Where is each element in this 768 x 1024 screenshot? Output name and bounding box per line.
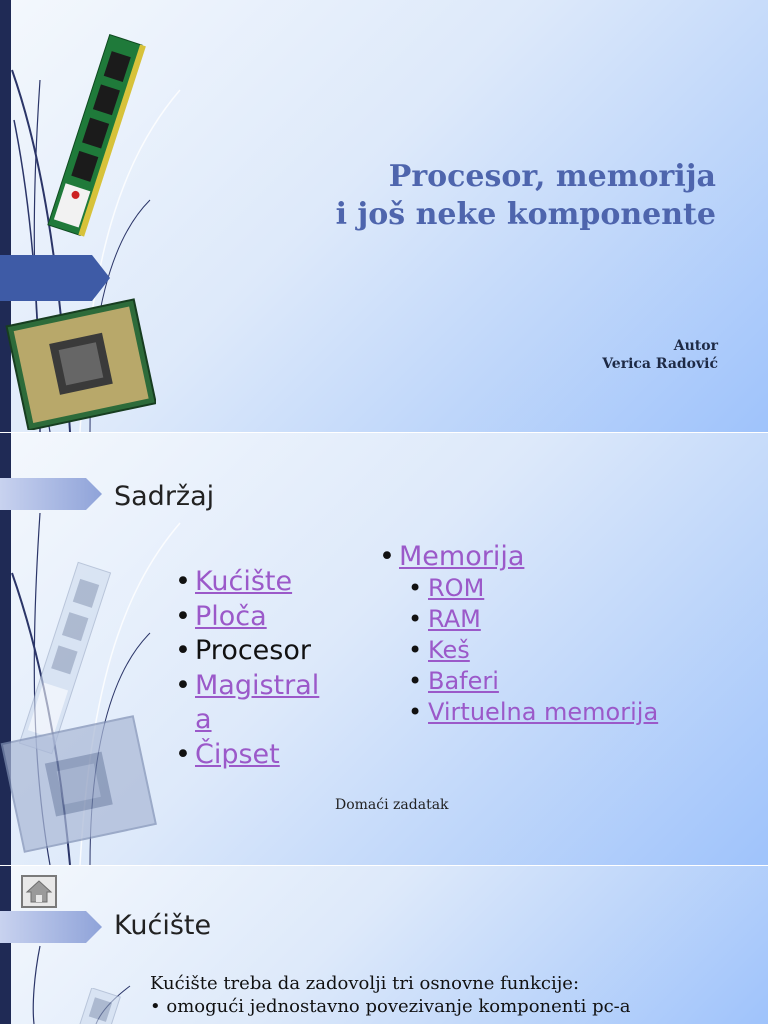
title-line-2: i još neke komponente (335, 197, 716, 232)
ram-module-image (72, 988, 132, 1024)
ram-module-image (30, 30, 160, 240)
section-arrow-tab (0, 478, 110, 510)
list-item[interactable]: • Čipset (175, 738, 280, 770)
home-icon (23, 877, 55, 906)
link-rom[interactable]: ROM (428, 574, 485, 602)
link-cipset[interactable]: Čipset (195, 738, 280, 770)
item-procesor: Procesor (195, 635, 311, 666)
list-item[interactable]: • Ploča (175, 600, 267, 632)
link-magistrala-cont[interactable]: a (195, 704, 212, 735)
contents-list-left (175, 565, 320, 772)
link-ploca[interactable]: Ploča (195, 600, 267, 632)
list-item[interactable]: • Kućište (175, 566, 293, 597)
author-block (602, 337, 718, 373)
title-line-1: Procesor, memorija (388, 159, 716, 194)
section-arrow-tab (0, 911, 110, 943)
link-magistrala[interactable]: Magistral (195, 669, 320, 701)
link-ram[interactable]: RAM (428, 605, 481, 633)
list-item[interactable]: • Memorija (379, 541, 525, 572)
home-button[interactable] (21, 875, 57, 908)
case-heading: Kućište (114, 910, 212, 941)
contents-slide (0, 433, 768, 865)
homework-link[interactable]: Domaći zadatak (335, 797, 449, 813)
case-body (150, 972, 631, 1018)
author-label: Autor (673, 338, 718, 354)
case-bullet-1: • omogući jednostavno povezivanje komponenti pc-a (150, 996, 631, 1017)
list-item[interactable]: • Baferi (408, 667, 499, 695)
list-item[interactable]: • RAM (408, 605, 481, 633)
list-item[interactable]: • Magistral a (175, 669, 320, 735)
presentation-title (336, 158, 716, 234)
title-slide (0, 0, 768, 432)
cpu-chip-image (0, 715, 158, 855)
list-item[interactable]: • ROM (408, 574, 485, 602)
section-arrow-tab (0, 255, 110, 301)
case-intro: Kućište treba da zadovolji tri osnovne funkcije: (150, 973, 580, 994)
list-item[interactable]: • Keš (408, 636, 470, 664)
case-slide (0, 866, 768, 1024)
link-memorija[interactable]: Memorija (399, 541, 525, 572)
contents-heading: Sadržaj (114, 481, 215, 512)
list-item: • Procesor (175, 635, 311, 666)
contents-list-right (379, 539, 525, 575)
list-item[interactable]: • Virtuelna memorija (408, 698, 659, 726)
link-virtuelna-memorija[interactable]: Virtuelna memorija (428, 698, 659, 726)
memory-sublist (408, 573, 659, 728)
cpu-chip-image (4, 298, 156, 430)
author-name: Verica Radović (602, 356, 718, 372)
link-kuciste[interactable]: Kućište (195, 566, 293, 597)
link-baferi[interactable]: Baferi (428, 667, 499, 695)
link-kes[interactable]: Keš (428, 636, 470, 664)
